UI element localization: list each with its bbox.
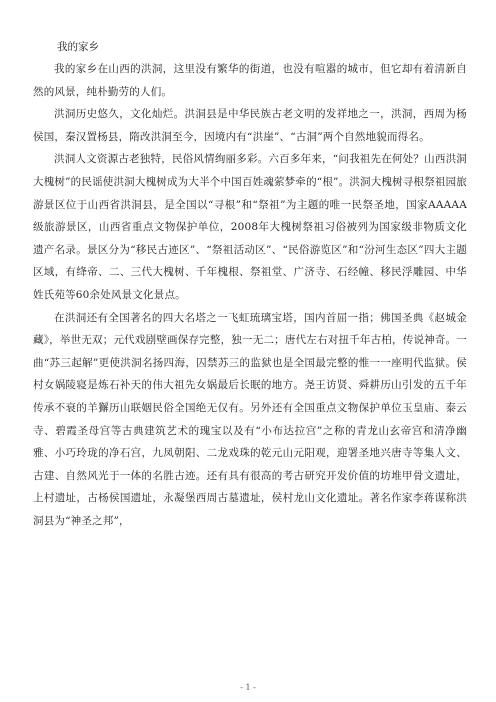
paragraph-landmarks: 在洪洞还有全国著名的四大名塔之一飞虹琉璃宝塔，国内首屈一指；佛国圣典《赵城金藏》，举世无双；元代戏剧壁画保存完整，独一无二；唐代左右对扭千年古柏，传说神奇。一曲“苏三起解”更使洪洞名扬四海，囚禁苏三的监狱也是全国最完整的惟一一座明代监狱。侯村女娲陵寝是炼石补天的伟大祖先女娲最后长眠的地方。尧王访贤、舜耕历山引发的五千年传承不衰的羊獬历山联姻民俗全国绝无仅有。另外还有全国重点文物保护单位玉皇庙、泰云寺、碧霞圣母宫等古典建筑艺术的瑰宝以及有“小布达拉宫”之称的青龙山玄帝宫和清净幽雅、小巧玲珑的净石宫，九凤朝阳、二龙戏珠的乾元山元阳观，迎署圣地兴唐寺等集人文、古建、自然风光于一体的名胜古迹。还有具有很高的考古研究开发价值的坊堆甲骨文遗址，上村遗址，古杨侯国遗址，永凝堡西周古墓遗址，侯村龙山文化遗址。著名作家李蒋谋称洪洞县为“神圣之邦”，: [33, 311, 467, 527]
page-number: - 1 -: [240, 683, 256, 692]
paragraph-intro: 我的家乡在山西的洪洞，这里没有繁华的街道，也没有喧嚣的城市，但它却有着清新自然的风景，纯朴勤劳的人们。: [33, 63, 467, 98]
paragraph-history: 洪洞历史悠久，文化灿烂。洪洞县是中华民族古老文明的发祥地之一，洪洞，西周为杨侯国，秦汉置杨县，隋改洪洞至今，因境内有“洪崖”、“古洞”两个自然地貌而得名。: [33, 108, 467, 143]
paragraph-culture: 洪洞人文资源古老独特，民俗风情绚丽多彩。六百多年来，“问我祖先在何处？山西洪洞大槐树”的民谣使洪洞大槐树成为大半个中国百姓魂萦梦牵的“根”。洪洞大槐树寻根祭祖园旅游景区位于山西省洪洞县，是全国以“寻根”和“祭祖”为主题的唯一民祭圣地，国家AAAAA级旅游景区，山西省重点文物保护单位，2008年大槐树祭祖习俗被列为国家级非物质文化遗产名录。景区分为“移民古迹区”、“祭祖活动区”、“民俗游览区”和“汾河生态区”四大主题区域，有绛帝、二、三代大槐树、千年槐根、祭祖堂、广济寺、石经幢、移民浮雕园、中华姓氏苑等60余处风景文化景点。: [33, 153, 468, 301]
document-title: 我的家乡: [57, 41, 99, 53]
